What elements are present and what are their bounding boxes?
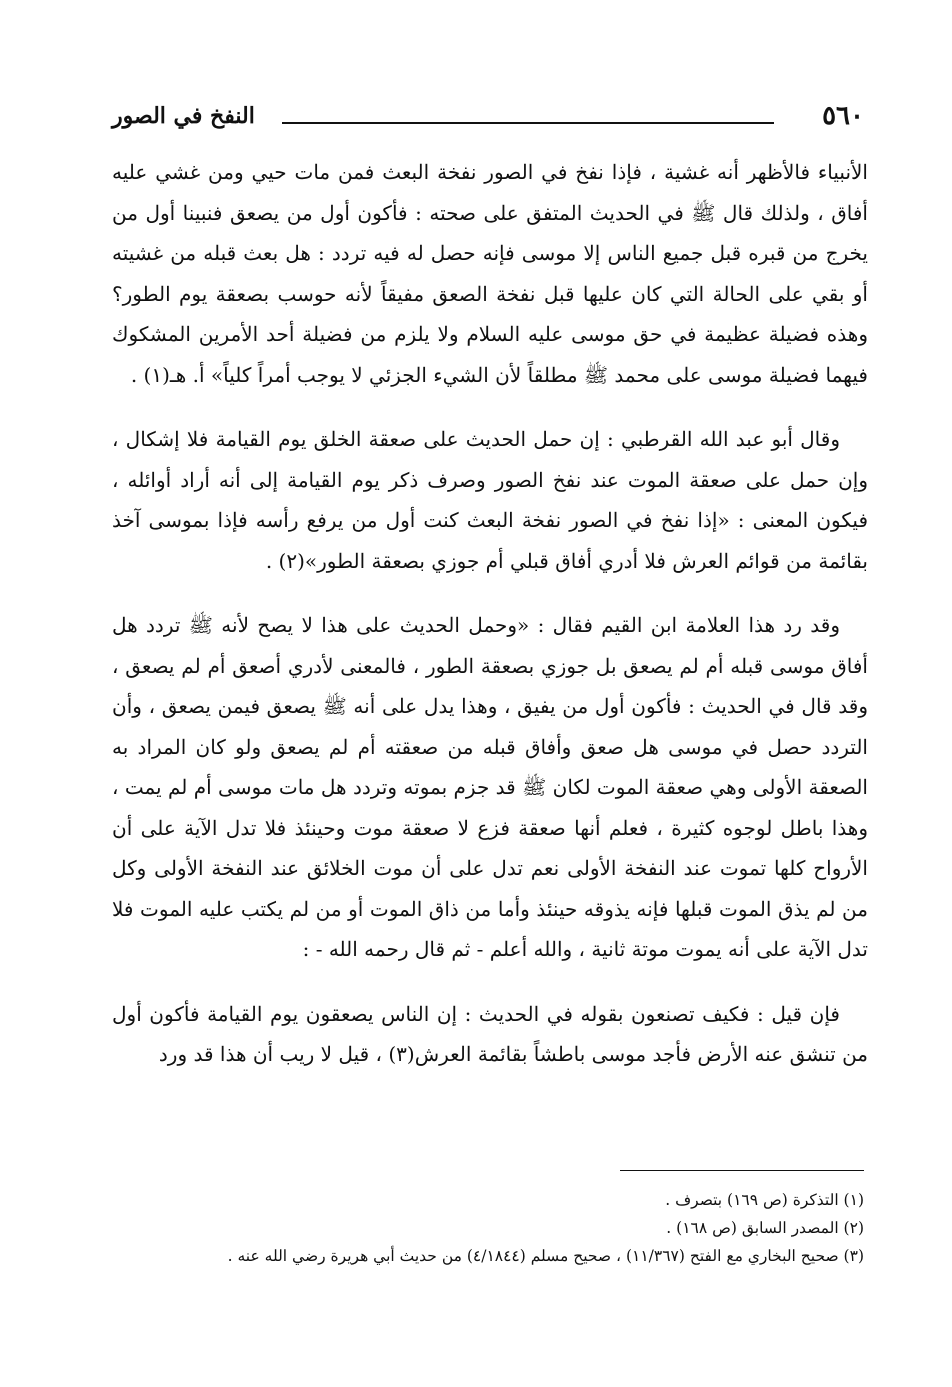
paragraph-objection: فإن قيل : فكيف تصنعون بقوله في الحديث : إن الناس يصعقون يوم القيامة فأكون أول من تنشق عنه الأرض فأجد موسى باطشاً بقائمة العرش(٣) ، قيل لا ريب أن هذا قد ورد <box>112 1001 868 1066</box>
main-text <box>112 152 868 1075</box>
footnote-2: (٢) المصدر السابق (ص ١٦٨) . <box>666 1219 864 1237</box>
paragraph-qurtubi: وقال أبو عبد الله القرطبي : إن حمل الحديث على صعقة الخلق يوم القيامة فلا إشكال ، وإن حمل على صعقة الموت عند نفخ الصور وصرف ذكر يوم القيامة إلى أنه أراد أوائله ، فيكون المعنى : «إذا نفخ في الصور نفخة البعث كنت أول من يرفع رأسه فإذا بموسى آخذ بقائمة من قوائم العرش فلا أدري أفاق قبلي أم جوزي بصعقة الطور»(٢) . <box>112 427 868 573</box>
footnote-3: (٣) صحيح البخاري مع الفتح (١١/٣٦٧) ، صحيح مسلم (٤/١٨٤٤) من حديث أبي هريرة رضي الله عنه . <box>227 1247 864 1265</box>
paragraph-ibn-alqayyim: وقد رد هذا العلامة ابن القيم فقال : «وحمل الحديث على هذا لا يصح لأنه ﷺ تردد هل أفاق موسى قبله أم لم يصعق بل جوزي بصعقة الطور ، فالمعنى لأدري أصعق أم لم يصعق ، وقد قال في الحديث : فأكون أول من يفيق ، وهذا يدل على أنه ﷺ يصعق فيمن يصعق ، وأن التردد حصل في موسى هل صعق وأفاق قبله من صعقته أم لم يصعق ولو كان المراد به الصعقة الأولى وهي صعقة الموت لكان ﷺ قد جزم بموته وتردد هل مات موسى أم لم يمت ، وهذا باطل لوجوه كثيرة ، فعلم أنها صعقة فزع لا صعقة موت وحينئذ فلا تدل الآية على أن الأرواح كلها تموت عند النفخة الأولى نعم تدل على أن موت الخلائق عند النفخة الأولى وكل من لم يذق الموت قبلها فإنه يذوقه حينئذ وأما من ذاق الموت أو من لم يكتب عليه الموت فلا تدل الآية على أنه يموت موتة ثانية ، والله أعلم - ثم قال رحمه الله - : <box>112 613 868 961</box>
header-rule <box>282 122 774 124</box>
footnotes <box>112 1186 864 1270</box>
page-header <box>112 96 864 136</box>
running-title: النفخ في الصور <box>112 103 255 129</box>
footnote-1: (١) التذكرة (ص ١٦٩) بتصرف . <box>665 1191 864 1209</box>
footnote-rule <box>620 1170 864 1171</box>
page-number: ٥٦٠ <box>822 101 864 131</box>
paragraph-continuation: الأنبياء فالأظهر أنه غشية ، فإذا نفخ في الصور نفخة البعث فمن مات حيي ومن غشي عليه أفاق ، ولذلك قال ﷺ في الحديث المتفق على صحته : فأكون أول من يصعق فنبينا أول من يخرج من قبره قبل جميع الناس إلا موسى فإنه حصل له فيه تردد : هل بعث قبله من غشيته أو بقي على الحالة التي كان عليها قبل نفخة الصعق مفيقاً لأنه حوسب بصعقة يوم الطور؟ وهذه فضيلة عظيمة في حق موسى عليه السلام ولا يلزم من فضيلة أحد الأمرين المشكوك فيهما فضيلة موسى على محمد ﷺ مطلقاً لأن الشيء الجزئي لا يوجب أمراً كلياً» أ. هـ(١) . <box>112 160 868 387</box>
